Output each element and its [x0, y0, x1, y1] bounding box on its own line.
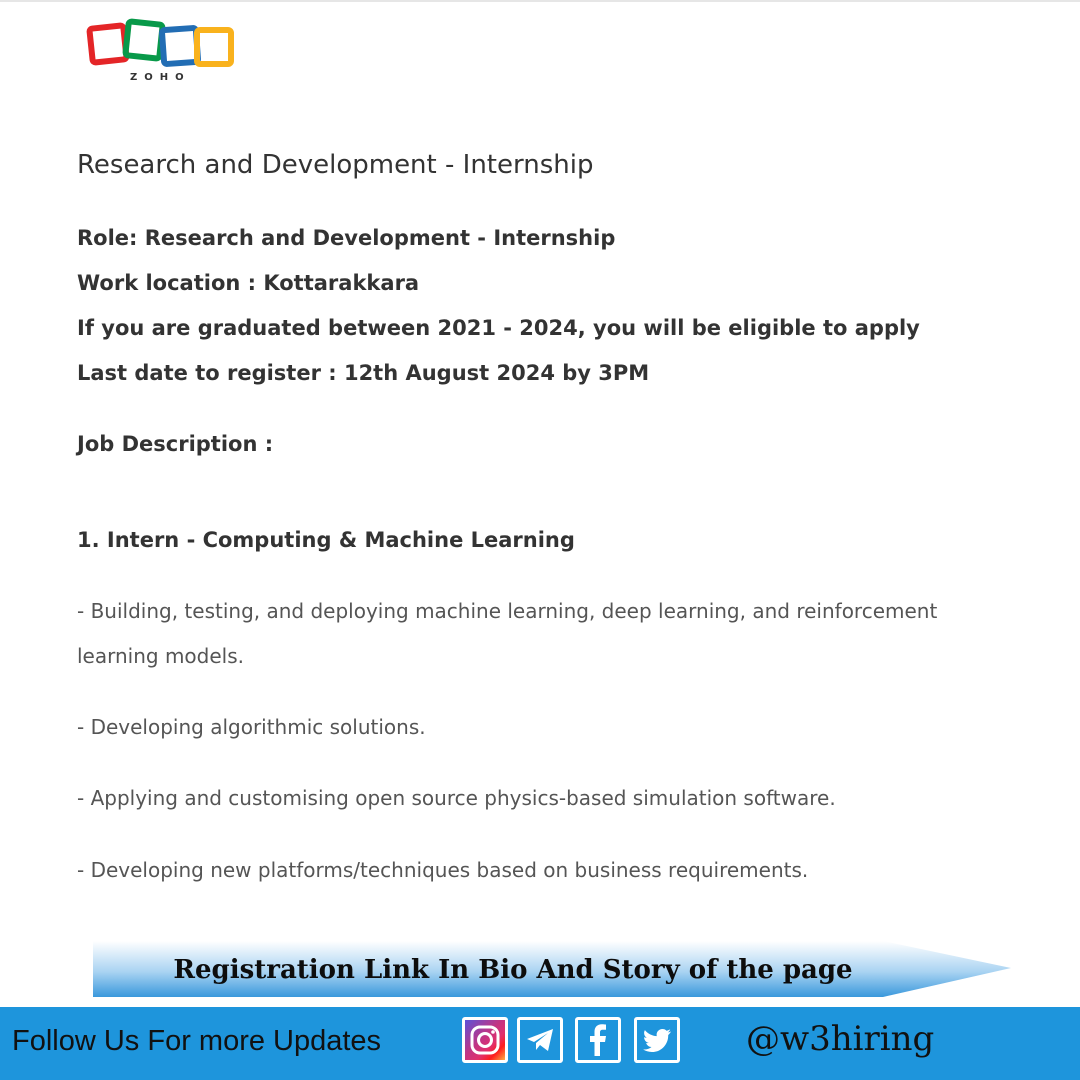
- job-bullet: - Developing new platforms/techniques based on business requirements.: [77, 858, 809, 882]
- registration-banner: [93, 941, 1011, 999]
- instagram-icon[interactable]: [462, 1017, 508, 1063]
- job-role: Role: Research and Development - Internship: [77, 226, 616, 250]
- job-last-date: Last date to register : 12th August 2024 by 3PM: [77, 361, 650, 385]
- job-title: Research and Development - Internship: [77, 150, 594, 180]
- job-bullet: - Building, testing, and deploying machine learning, deep learning, and reinforcement learning models.: [77, 599, 938, 668]
- social-handle: @w3hiring: [746, 1019, 935, 1059]
- job-description-heading: Job Description :: [77, 432, 274, 456]
- job-section-heading: 1. Intern - Computing & Machine Learning: [77, 528, 575, 552]
- job-bullet: - Developing algorithmic solutions.: [77, 715, 426, 739]
- facebook-icon[interactable]: [575, 1017, 621, 1063]
- job-location: Work location : Kottarakkara: [77, 271, 420, 295]
- telegram-icon[interactable]: [517, 1017, 563, 1063]
- logo-wordmark: ZOHO: [130, 72, 191, 83]
- job-bullet: - Applying and customising open source physics-based simulation software.: [77, 786, 836, 810]
- job-eligibility: If you are graduated between 2021 - 2024, you will be eligible to apply: [77, 316, 920, 340]
- top-divider: [0, 0, 1080, 2]
- logo-yellow-square: [194, 27, 234, 67]
- banner-text: Registration Link In Bio And Story of the page: [173, 955, 853, 985]
- follow-text: Follow Us For more Updates: [12, 1025, 382, 1057]
- footer-bar: [0, 1007, 1080, 1080]
- twitter-icon[interactable]: [634, 1017, 680, 1063]
- zoho-logo: [84, 18, 238, 84]
